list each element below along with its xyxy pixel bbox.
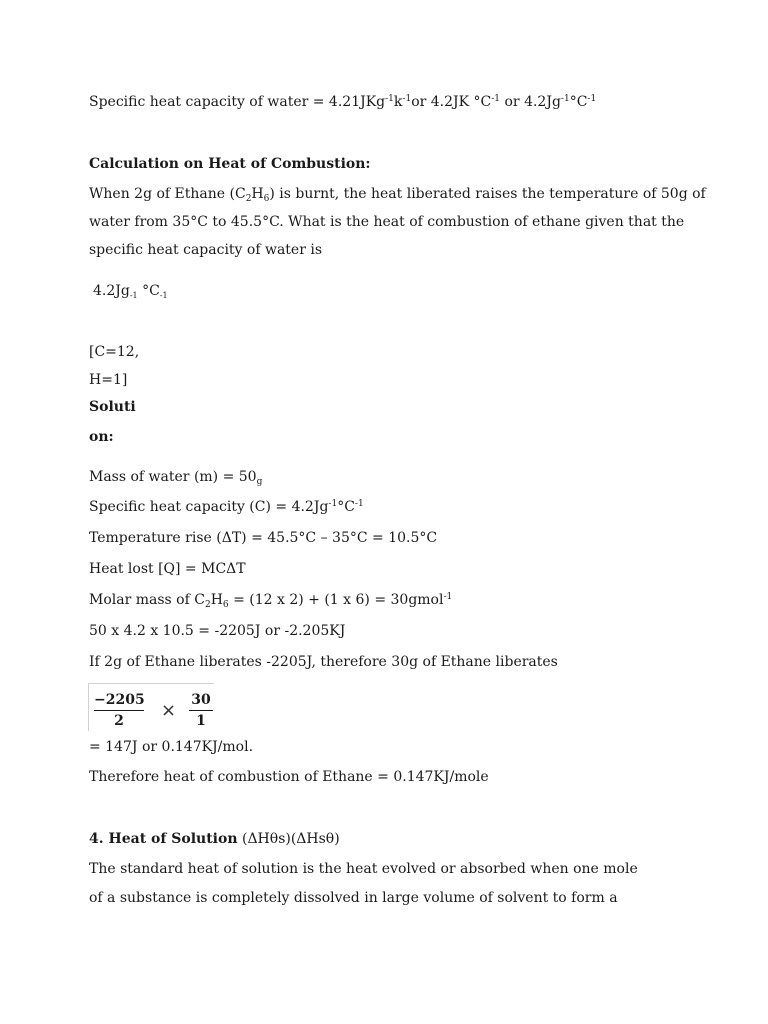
solution-label-part1: Soluti [89, 399, 136, 415]
product-line: 50 x 4.2 x 10.5 = -2205J or -2.205KJ [89, 623, 346, 639]
specific-heat-line: Specific heat capacity of water = $4.21JKg^{-1}k^{-1}or$ 4.2JK $^\circ C^{-1}$ or $4.2Jg^{-1}^\circ C^{-1}$ [89, 94, 597, 110]
fraction-denominator: 1 [196, 713, 206, 729]
fraction-molar-mass [189, 692, 213, 729]
problem-line-2: water from 35°C to 45.5°C. What is the heat of combustion of ethane given that the [89, 214, 685, 230]
temperature-rise-line: Temperature rise (ΔT) = 45.5°C – 35°C = 10.5°C [89, 530, 438, 546]
fraction-bar [189, 710, 213, 711]
conclusion-line: Therefore heat of combustion of Ethane = 0.147KJ/mole [89, 769, 489, 785]
heat-lost-line: Heat lost [Q] = MCΔT [89, 561, 246, 577]
specific-heat-value: $4.2Jg_{-1}$ $^\circ C_{-1}$ [93, 283, 168, 300]
heading-heat-of-solution: 4. Heat of Solution (ΔHθs)(ΔHsθ) [89, 831, 340, 847]
specific-heat-capacity-line: Specific heat capacity $(C) = 4.2Jg^{-1}^\circ C^{-1}$ [89, 499, 364, 515]
ratio-line: If 2g of Ethane liberates -2205J, therefore 30g of Ethane liberates [89, 654, 558, 670]
mass-of-water-line: Mass of water $(m) = 50_g$ [89, 469, 263, 487]
fraction-heat-over-mass [94, 692, 144, 729]
section4-line-2: of a substance is completely dissolved in large volume of solvent to form a [89, 890, 618, 906]
solution-label-part2: on: [89, 429, 114, 445]
problem-line-3: specific heat capacity of water is [89, 242, 323, 258]
fraction-numerator: 30 [191, 692, 211, 708]
section4-line-1: The standard heat of solution is the heat evolved or absorbed when one mole [89, 861, 638, 877]
multiply-symbol: × [161, 700, 177, 721]
fraction-numerator: −2205 [94, 692, 145, 708]
fraction-denominator: 2 [114, 713, 124, 729]
problem-line-1: When 2g of Ethane $(C_2H_6)$ is burnt, the heat liberated raises the temperature of 50g of [89, 186, 706, 204]
heading-heat-of-combustion: Calculation on Heat of Combustion: [89, 156, 371, 172]
result-line: = 147J or 0.147KJ/mol. [89, 739, 254, 755]
fraction-bar [94, 710, 144, 711]
molar-mass-line: Molar mass of $C_2H_6 = (12$ x 2) + (1 x 6) = 30gmol$^{-1}$ [89, 592, 453, 610]
fraction-expression [88, 683, 214, 731]
atomic-mass-c: [C=12, [89, 344, 140, 360]
atomic-mass-h: H=1] [89, 372, 128, 388]
